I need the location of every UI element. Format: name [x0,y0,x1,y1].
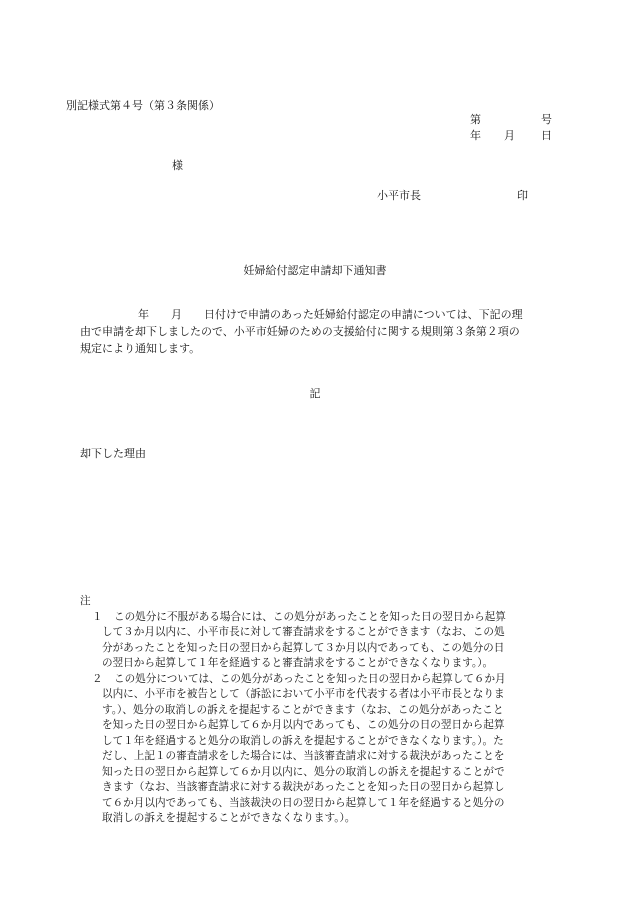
note-item [80,672,506,827]
note-text [102,610,506,672]
ki-heading: 記 [309,387,321,400]
reason-label: 却下した理由 [80,447,146,460]
body-line: 年 月 日付けで申請のあった妊婦給付認定の申請については、下記の理 [138,308,523,321]
note-item [80,610,506,672]
note-line: して３か月以内に、小平市長に対して審査請求をすることができます（なお、この処 [102,626,505,638]
note-line: 取消しの訴えを提起することができなくなります。）。 [102,812,356,824]
note-line: この処分に不服がある場合には、この処分があったことを知った日の翌日から起算 [114,610,506,623]
note-line: の翌日から起算して１年を経過すると審査請求をすることができなくなります。）。 [102,657,494,669]
document-number-suffix: 号 [541,113,552,126]
note-line: この処分については、この処分があったことを知った日の翌日から起算して６か月 [114,672,506,685]
note-line: きます（なお、当該審査請求に対する裁決があったことを知った日の翌日から起算し [102,781,505,793]
date-year: 年 [470,129,481,142]
note-line: 知った日の翌日から起算して６か月以内に、処分の取消しの訴えを提起することがで [102,765,505,778]
notes-section [80,594,506,827]
note-line: 以内に、小平市を被告として（訴訟において小平市を代表する者は小平市長となりま [102,688,505,700]
body-line: 規定により通知します。 [80,342,201,355]
body-line: 由で申請を却下しましたので、小平市妊婦のための支援給付に関する規則第３条第２項の [80,325,520,338]
seal-mark: 印 [517,189,528,202]
issuer-name: 小平市長 [377,189,421,202]
form-label: 別記様式第４号（第３条関係） [66,99,220,112]
notes-heading: 注 [80,595,91,607]
date-month: 月 [504,129,515,142]
note-line: す。）、処分の取消しの訴えを提起することができます（なお、この処分があったこと [102,703,504,716]
recipient-honorific: 様 [172,159,183,172]
date-day: 日 [541,129,552,142]
note-line: て６か月以内であっても、当該裁決の日の翌日から起算して１年を経過すると処分の [102,796,505,809]
notice-body [80,306,556,357]
note-number: ２ [92,672,103,685]
note-text [102,672,506,827]
note-line: 分があったことを知った日の翌日から起算して３か月以内であっても、この処分の日 [102,641,505,654]
note-line: だし、上記１の審査請求をした場合には、当該審査請求に対する裁決があったことを [102,750,505,762]
document-number-prefix: 第 [470,113,481,126]
note-line: を知った日の翌日から起算して６か月以内であっても、この処分の日の翌日から起算 [102,719,505,731]
document-title: 妊婦給付認定申請却下通知書 [243,264,387,277]
note-number: １ [92,610,103,623]
note-line: して１年を経過すると処分の取消しの訴えを提起することができなくなります。）。た [102,734,504,747]
